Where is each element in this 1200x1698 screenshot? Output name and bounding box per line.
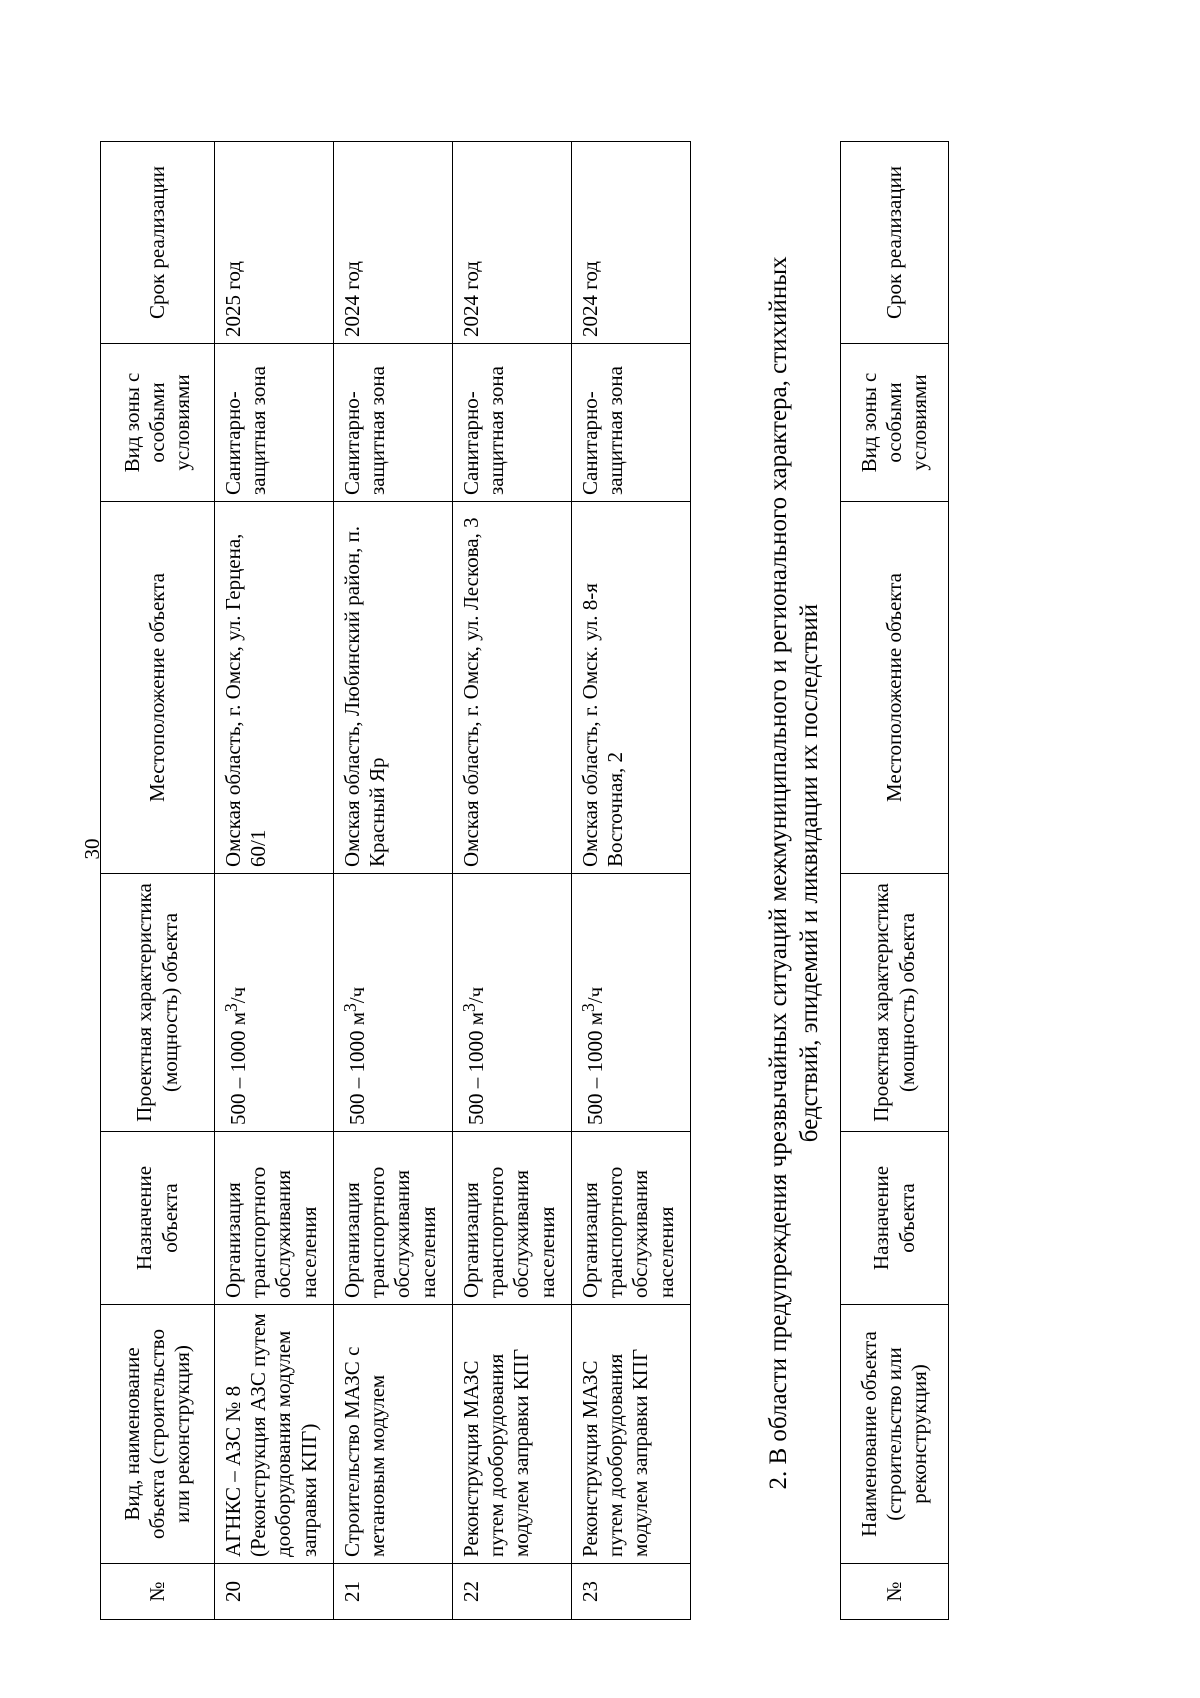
col-header-purpose: Назначение объекта: [841, 1132, 949, 1305]
cell-purpose: Организация транспортного обслуживания населения: [453, 1132, 572, 1305]
capacity-superscript: 3: [459, 1003, 479, 1012]
cell-term: 2024 год: [453, 142, 572, 344]
cell-capacity: [453, 874, 572, 1132]
objects-table: [100, 141, 691, 1620]
capacity-value: 500 – 1000 м: [583, 1011, 607, 1125]
cell-location: Омская область, Любинский район, п. Красный Яр: [334, 502, 453, 874]
col-header-num: №: [101, 1564, 215, 1620]
col-header-capacity: Проектная характеристика (мощность) объекта: [101, 874, 215, 1132]
cell-term: 2024 год: [334, 142, 453, 344]
page-number: 30: [80, 838, 104, 860]
capacity-unit: /ч: [464, 986, 488, 1004]
col-header-term: Срок реализации: [101, 142, 215, 344]
capacity-unit: /ч: [583, 986, 607, 1004]
section-heading: [763, 118, 826, 1628]
cell-num: 20: [215, 1564, 334, 1620]
table-row: [572, 142, 691, 1620]
cell-name: Реконструкция МАЗС путем дооборудования модулем заправки КПГ: [453, 1305, 572, 1564]
section-heading-line: бедствий, эпидемий и ликвидации их последствий: [796, 603, 824, 1143]
cell-num: 23: [572, 1564, 691, 1620]
capacity-unit: /ч: [226, 986, 250, 1004]
table-header-row: [101, 142, 215, 1620]
col-header-name: Вид, наименование объекта (строительство или реконструкция): [101, 1305, 215, 1564]
cell-term: 2024 год: [572, 142, 691, 344]
cell-zone: Санитарно-защитная зона: [572, 344, 691, 502]
col-header-zone: Вид зоны с особыми условиями: [841, 344, 949, 502]
cell-zone: Санитарно-защитная зона: [334, 344, 453, 502]
capacity-superscript: 3: [578, 1003, 598, 1012]
col-header-name: Наименование объекта (строительство или реконструкция): [841, 1305, 949, 1564]
cell-location: Омская область, г. Омск. ул. 8-я Восточная, 2: [572, 502, 691, 874]
cell-zone: Санитарно-защитная зона: [215, 344, 334, 502]
emergency-objects-table: [840, 141, 949, 1620]
table-header-row: [841, 142, 949, 1620]
col-header-capacity: Проектная характеристика (мощность) объекта: [841, 874, 949, 1132]
capacity-superscript: 3: [221, 1003, 241, 1012]
cell-location: Омская область, г. Омск, ул. Лескова, 3: [453, 502, 572, 874]
col-header-purpose: Назначение объекта: [101, 1132, 215, 1305]
cell-name: Строительство МАЗС с метановым модулем: [334, 1305, 453, 1564]
cell-capacity: [572, 874, 691, 1132]
cell-purpose: Организация транспортного обслуживания населения: [334, 1132, 453, 1305]
cell-location: Омская область, г. Омск, ул. Герцена, 60/1: [215, 502, 334, 874]
capacity-value: 500 – 1000 м: [345, 1011, 369, 1125]
cell-capacity: [215, 874, 334, 1132]
col-header-zone: Вид зоны с особыми условиями: [101, 344, 215, 502]
col-header-num: №: [841, 1564, 949, 1620]
capacity-unit: /ч: [345, 986, 369, 1004]
col-header-location: Местоположение объекта: [841, 502, 949, 874]
cell-term: 2025 год: [215, 142, 334, 344]
cell-num: 22: [453, 1564, 572, 1620]
cell-capacity: [334, 874, 453, 1132]
capacity-superscript: 3: [340, 1003, 360, 1012]
cell-num: 21: [334, 1564, 453, 1620]
cell-zone: Санитарно-защитная зона: [453, 344, 572, 502]
table-row: [334, 142, 453, 1620]
cell-purpose: Организация транспортного обслуживания населения: [572, 1132, 691, 1305]
cell-name: Реконструкция МАЗС путем дооборудования модулем заправки КПГ: [572, 1305, 691, 1564]
col-header-term: Срок реализации: [841, 142, 949, 344]
cell-name: АГНКС – АЗС № 8 (Реконструкция АЗС путем дооборудования модулем заправки КПГ): [215, 1305, 334, 1564]
table-row: [215, 142, 334, 1620]
col-header-location: Местоположение объекта: [101, 502, 215, 874]
table-row: [453, 142, 572, 1620]
section-heading-line: 2. В области предупреждения чрезвычайных ситуаций межмуниципального и регионального характера, стихийных: [765, 256, 792, 1490]
capacity-value: 500 – 1000 м: [464, 1011, 488, 1125]
cell-purpose: Организация транспортного обслуживания населения: [215, 1132, 334, 1305]
capacity-value: 500 – 1000 м: [226, 1011, 250, 1125]
